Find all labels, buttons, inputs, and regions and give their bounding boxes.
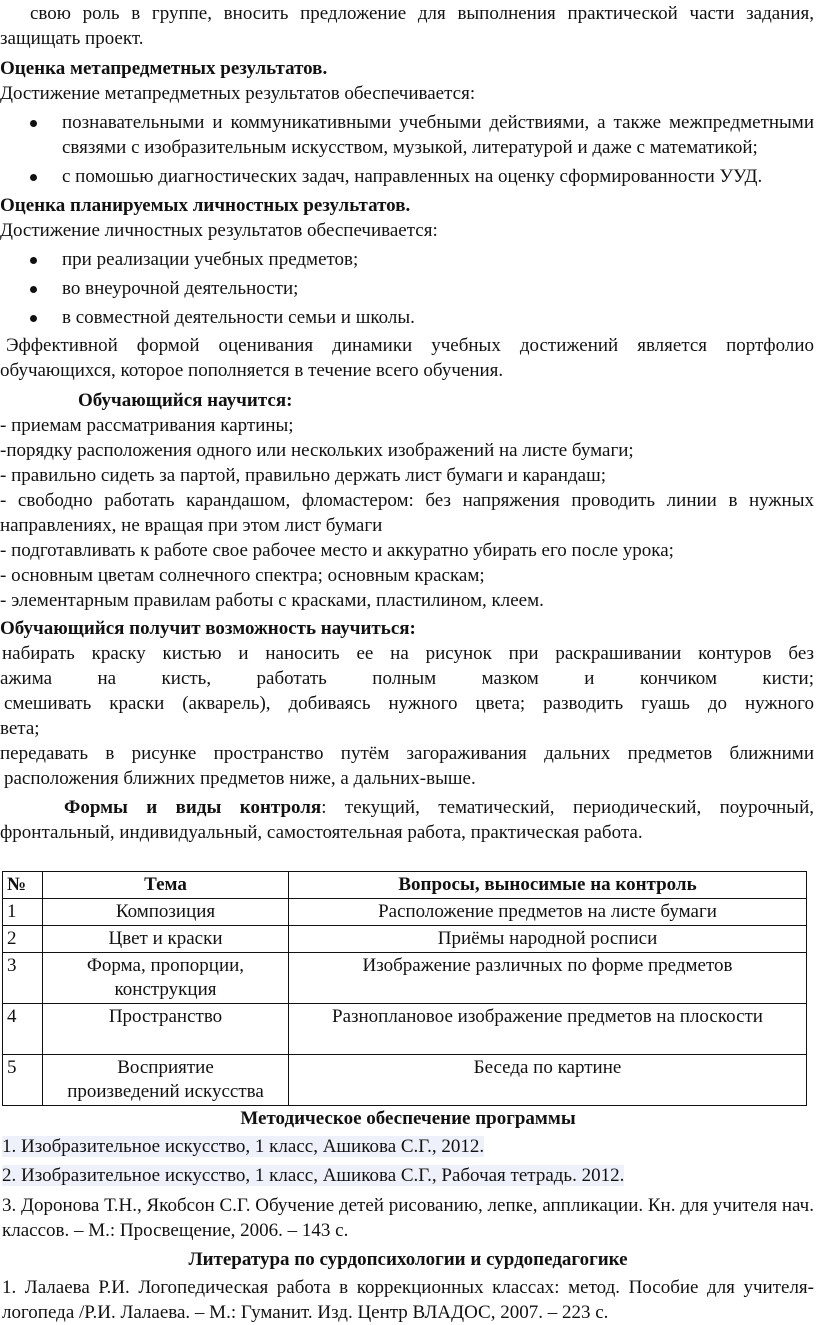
- table-row: [3, 953, 807, 1004]
- table-header-row: [3, 872, 807, 899]
- opportunity-line: смешивать краски (акварель), добиваясь нужного цвета; разводить гуашь до нужного: [4, 693, 814, 714]
- row-topic: Пространство: [43, 1004, 289, 1055]
- row-number: 2: [3, 926, 43, 953]
- row-question: Приёмы народной росписи: [289, 926, 807, 953]
- control-table: [2, 871, 807, 1106]
- personal-list: [0, 247, 816, 330]
- row-question: Беседа по картине: [289, 1055, 807, 1106]
- row-question: Разноплановое изображение предметов на плоскости: [289, 1004, 807, 1055]
- list-item: в совместной деятельности семьи и школы.: [0, 305, 816, 330]
- meta-lead: Достижение метапредметных результатов обеспечивается:: [0, 83, 476, 104]
- portfolio-paragraph: Эффективной формой оценивания динамики учебных достижений является портфолио обучающихся, которое пополняется в течение всего обучения.: [0, 335, 814, 381]
- personal-lead: Достижение личностных результатов обеспечивается:: [0, 220, 438, 241]
- methods-item-text: 1. Изобразительное искусство, 1 класс, Ашикова С.Г., 2012.: [2, 1136, 485, 1157]
- personal-heading: Оценка планируемых личностных результатов.: [0, 195, 411, 216]
- learn-list: [0, 413, 816, 613]
- row-topic: Восприятие произведений искусства: [43, 1055, 289, 1106]
- row-number: 4: [3, 1004, 43, 1055]
- opportunity-line: ажима на кисть, работать полным мазком и кончиком кисти;: [0, 668, 814, 689]
- table-row: [3, 899, 807, 926]
- meta-heading: Оценка метапредметных результатов.: [0, 58, 328, 79]
- literature-heading: Литература по сурдопсихологии и сурдопедагогике: [188, 1249, 628, 1270]
- learn-item: - элементарным правилам работы с красками, пластилином, клеем.: [0, 590, 544, 611]
- control-paragraph: [0, 791, 816, 845]
- table-header: Вопросы, выносимые на контроль: [289, 872, 807, 899]
- list-item: 3. Доронова Т.Н., Якобсон С.Г. Обучение детей рисованию, лепке, аппликации. Кн. для учителя нач. классов. – М.: Просвещение, 2006. – 143 с.: [2, 1195, 814, 1241]
- learn-item: - подготавливать к работе свое рабочее место и аккуратно убирать его после урока;: [0, 540, 674, 561]
- row-question: Изображение различных по форме предметов: [289, 953, 807, 1004]
- methods-item-text: 2. Изобразительное искусство, 1 класс, Ашикова С.Г., Рабочая тетрадь. 2012.: [2, 1165, 625, 1186]
- learn-heading: Обучающийся научится:: [78, 390, 293, 411]
- opportunity-line: расположения ближних предметов ниже, а дальних-выше.: [4, 768, 476, 789]
- list-item: 1. Лалаева Р.И. Логопедическая работа в коррекционных классах: метод. Пособие для учителя-логопеда /Р.И. Лалаева. – М.: Гуманит. Изд. Центр ВЛАДОС, 2007. – 223 с.: [2, 1277, 814, 1323]
- row-topic: Форма, пропорции, конструкция: [43, 953, 289, 1004]
- row-topic: Цвет и краски: [43, 926, 289, 953]
- opportunity-block: [0, 641, 816, 791]
- row-number: 3: [3, 953, 43, 1004]
- opportunity-line: передавать в рисунке пространство путём загораживания дальних предметов ближними: [0, 743, 814, 764]
- opportunity-line: вета;: [0, 718, 40, 739]
- row-topic: Композиция: [43, 899, 289, 926]
- list-item: познавательными и коммуникативными учебными действиями, а также межпредметными связями с изобразительным искусством, музыкой, литературой и даже с математикой;: [0, 110, 816, 160]
- control-text: : текущий, тематический, периодический, поурочный, фронтальный, индивидуальный, самостоятельная работа, практическая работа.: [0, 797, 814, 843]
- methods-heading: Методическое обеспечение программы: [240, 1108, 576, 1129]
- row-number: 5: [3, 1055, 43, 1106]
- control-label: Формы и виды контроля: [64, 797, 322, 818]
- learn-item: - свободно работать карандашом, фломастером: без напряжения проводить линии в нужных направлениях, не вращая при этом лист бумаги: [0, 490, 814, 536]
- learn-item: - основным цветам солнечного спектра; основным краскам;: [0, 565, 485, 586]
- learn-item: -порядку расположения одного или нескольких изображений на листе бумаги;: [0, 440, 634, 461]
- meta-list: [0, 110, 816, 189]
- list-item: с помошью диагностических задач, направленных на оценку сформированности УУД.: [0, 164, 816, 189]
- table-row: [3, 1004, 807, 1055]
- opportunity-line: набирать краску кистью и наносить ее на рисунок при раскрашивании контуров без: [2, 643, 814, 664]
- methods-list: [0, 1134, 816, 1243]
- opportunity-heading: Обучающийся получит возможность научиться:: [0, 618, 416, 639]
- row-question: Расположение предметов на листе бумаги: [289, 899, 807, 926]
- list-item: [0, 1134, 814, 1159]
- table-row: [3, 1055, 807, 1106]
- learn-item: - приемам рассматривания картины;: [0, 415, 294, 436]
- table-header: №: [3, 872, 43, 899]
- list-item: при реализации учебных предметов;: [0, 247, 816, 272]
- list-item: [0, 1163, 814, 1188]
- table-row: [3, 926, 807, 953]
- learn-item: - правильно сидеть за партой, правильно держать лист бумаги и карандаш;: [0, 465, 607, 486]
- table-header: Тема: [43, 872, 289, 899]
- intro-paragraph: свою роль в группе, вносить предложение для выполнения практической части задания, защищать проект.: [0, 3, 814, 49]
- row-number: 1: [3, 899, 43, 926]
- literature-list: [0, 1275, 816, 1325]
- list-item: во внеурочной деятельности;: [0, 276, 816, 301]
